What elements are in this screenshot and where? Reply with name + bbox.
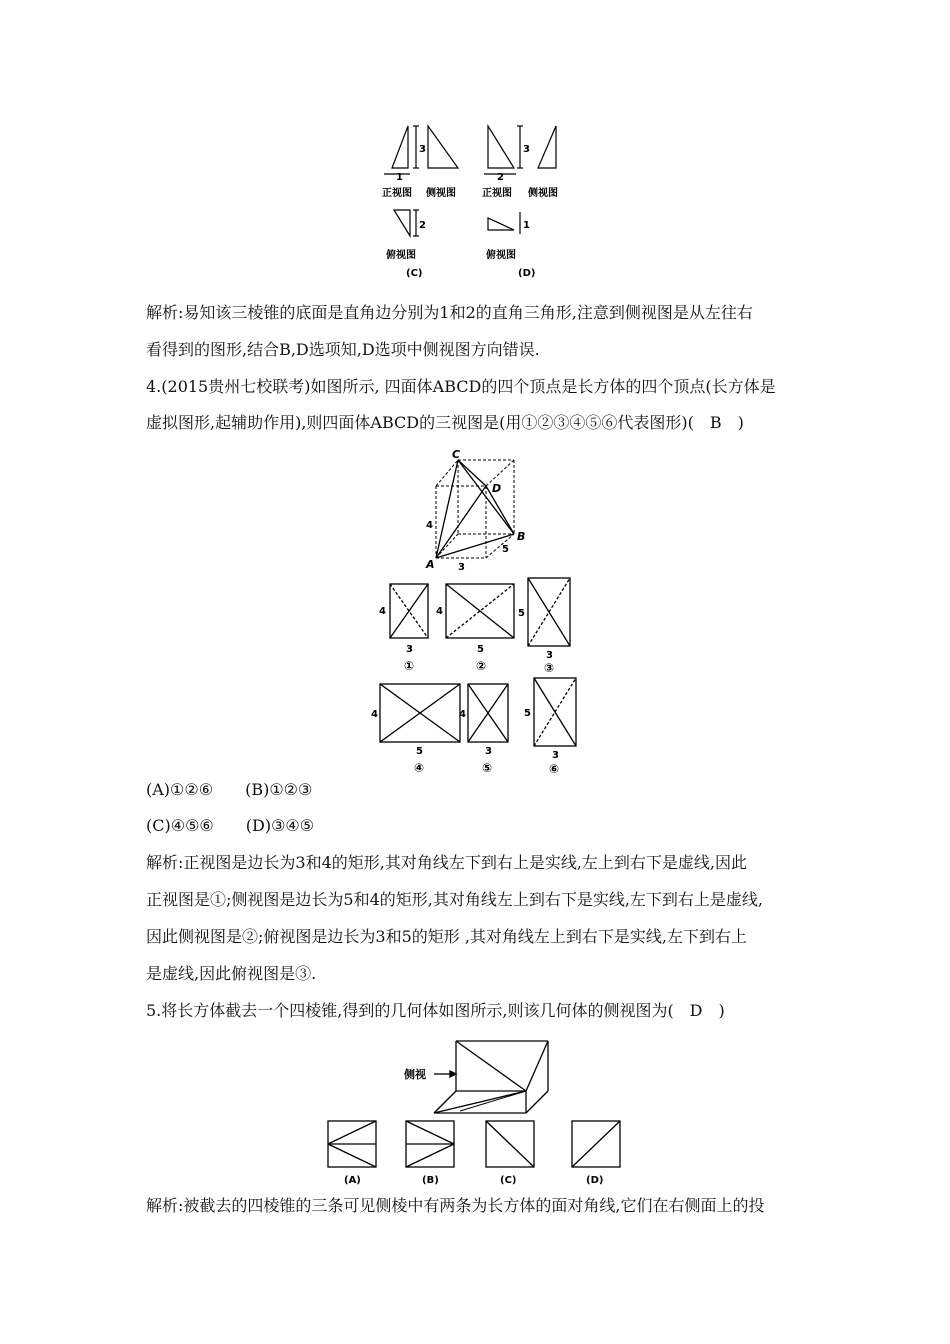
view-3-h: 5 xyxy=(518,608,525,619)
c-front-dim-w: 1 xyxy=(396,172,403,183)
d-side-view xyxy=(538,126,556,168)
tetrahedron-box-figure xyxy=(418,448,538,572)
cut-box-figure xyxy=(320,1033,630,1191)
p4-question-line-2: 虚拟图形,起辅助作用),则四面体ABCD的三视图是(用①②③④⑤⑥代表图形)( B ) xyxy=(146,413,744,432)
c-top-dim: 2 xyxy=(419,220,426,231)
six-views-figure xyxy=(370,574,585,778)
d-option-label: (D) xyxy=(518,268,536,279)
c-side-view xyxy=(428,126,458,168)
view-6-h: 5 xyxy=(524,708,531,719)
view-2-h: 4 xyxy=(436,606,443,617)
d-top-caption: 俯视图 xyxy=(486,250,516,261)
p4-analysis-line-3: 因此侧视图是②;俯视图是边长为3和5的矩形 ,其对角线左上到右下是实线,左下到右上 xyxy=(146,927,748,946)
view-4-num: ④ xyxy=(414,761,425,775)
p4-options-line-2: (C)④⑤⑥ (D)③④⑤ xyxy=(146,816,315,835)
p5-analysis-line-1: 解析:被截去的四棱锥的三条可见侧棱中有两条为长方体的面对角线,它们在右侧面上的投 xyxy=(146,1196,765,1215)
option-a-label: (A) xyxy=(344,1175,361,1186)
p4-question-line-1: 4.(2015贵州七校联考)如图所示, 四面体ABCD的四个顶点是长方体的四个顶点(长方体是 xyxy=(146,377,776,396)
c-top-view xyxy=(394,210,410,236)
view-5-num: ⑤ xyxy=(482,761,493,775)
p4-options-line-1: (A)①②⑥ (B)①②③ xyxy=(146,780,313,799)
edge-cd xyxy=(458,460,486,486)
edge-len-3: 3 xyxy=(458,562,465,572)
d-front-dim-h: 3 xyxy=(523,144,530,155)
d-front-dim-w: 2 xyxy=(497,172,504,183)
edge-ca xyxy=(436,460,458,558)
view-6-w: 3 xyxy=(552,750,559,761)
edge-len-4: 4 xyxy=(426,520,433,531)
view-2-w: 5 xyxy=(477,644,484,655)
c-side-caption: 侧视图 xyxy=(426,188,456,199)
d-front-caption: 正视图 xyxy=(482,188,512,199)
point-a: A xyxy=(426,558,435,571)
p5-question: 5.将长方体截去一个四棱锥,得到的几何体如图所示,则该几何体的侧视图为( D ) xyxy=(146,1001,725,1020)
point-c: C xyxy=(452,448,461,461)
view-5-w: 3 xyxy=(485,746,492,757)
view-6-num: ⑥ xyxy=(549,762,560,776)
option-b-label: (B) xyxy=(422,1175,439,1186)
view-1-num: ① xyxy=(404,659,415,673)
view-1-w: 3 xyxy=(406,644,413,655)
view-1-h: 4 xyxy=(379,606,386,617)
p3-analysis-line-2: 看得到的图形,结合B,D选项知,D选项中侧视图方向错误. xyxy=(146,340,540,359)
p3-analysis-line-1: 解析:易知该三棱锥的底面是直角边分别为1和2的直角三角形,注意到侧视图是从左往右 xyxy=(146,303,753,322)
view-4-w: 5 xyxy=(416,746,423,757)
d-top-view xyxy=(488,218,514,230)
c-option-label: (C) xyxy=(406,268,423,279)
view-4-h: 4 xyxy=(371,709,378,720)
p4-analysis-line-4: 是虚线,因此俯视图是③. xyxy=(146,964,317,983)
c-front-view xyxy=(392,126,408,168)
p4-analysis-line-2: 正视图是①;侧视图是边长为5和4的矩形,其对角线左上到右下是实线,左下到右上是虚线, xyxy=(146,890,764,909)
view-3-w: 3 xyxy=(546,650,553,661)
view-2-num: ② xyxy=(476,659,487,673)
option-d-label: (D) xyxy=(586,1175,604,1186)
view-3-num: ③ xyxy=(544,661,555,675)
point-b: B xyxy=(517,530,526,543)
three-view-options-figure xyxy=(378,118,578,283)
point-d: D xyxy=(492,482,502,495)
p4-analysis-line-1: 解析:正视图是边长为3和4的矩形,其对角线左下到右上是实线,左上到右下是虚线,因此 xyxy=(146,853,748,872)
d-front-view xyxy=(488,126,514,168)
d-side-caption: 侧视图 xyxy=(528,188,558,199)
side-view-label: 侧视 xyxy=(404,1068,426,1081)
c-front-dim-h: 3 xyxy=(419,144,426,155)
option-c-label: (C) xyxy=(500,1175,517,1186)
c-top-caption: 俯视图 xyxy=(386,250,416,261)
view-5-h: 4 xyxy=(459,709,466,720)
edge-len-5: 5 xyxy=(502,544,509,555)
d-top-dim: 1 xyxy=(523,220,530,231)
c-front-caption: 正视图 xyxy=(382,188,412,199)
